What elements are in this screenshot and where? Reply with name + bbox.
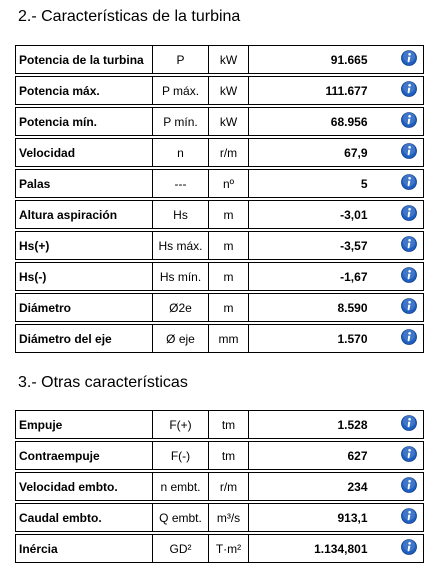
row-name: Altura aspiración <box>16 201 153 229</box>
table-row <box>16 232 424 260</box>
info-button[interactable] <box>396 201 424 229</box>
info-button[interactable] <box>396 473 424 501</box>
row-unit: m³/s <box>209 504 249 532</box>
row-symbol: Ø2e <box>153 294 209 322</box>
row-symbol: P <box>153 46 209 74</box>
row-name: Hs(-) <box>16 263 153 291</box>
row-name: Inércia <box>16 535 153 563</box>
row-unit: tm <box>209 442 249 470</box>
table-row <box>16 201 424 229</box>
info-icon[interactable] <box>401 267 417 286</box>
row-value: -1,67 <box>249 263 396 291</box>
table-row <box>16 325 424 353</box>
info-button[interactable] <box>396 77 424 105</box>
row-symbol: F(-) <box>153 442 209 470</box>
info-icon[interactable] <box>401 205 417 224</box>
section-title-other: 3.- Otras características <box>18 374 188 391</box>
row-unit: r/m <box>209 139 249 167</box>
info-icon[interactable] <box>401 508 417 527</box>
row-symbol: Q embt. <box>153 504 209 532</box>
info-button[interactable] <box>396 411 424 439</box>
table-row <box>16 442 424 470</box>
row-unit: kW <box>209 46 249 74</box>
row-name: Velocidad embto. <box>16 473 153 501</box>
info-icon[interactable] <box>401 446 417 465</box>
row-symbol: F(+) <box>153 411 209 439</box>
table-row <box>16 77 424 105</box>
info-button[interactable] <box>396 108 424 136</box>
table-row <box>16 411 424 439</box>
row-value: 913,1 <box>249 504 396 532</box>
row-unit: m <box>209 232 249 260</box>
row-name: Hs(+) <box>16 232 153 260</box>
row-symbol: --- <box>153 170 209 198</box>
row-unit: m <box>209 263 249 291</box>
row-value: 91.665 <box>249 46 396 74</box>
table-row <box>16 294 424 322</box>
row-value: 5 <box>249 170 396 198</box>
row-name: Palas <box>16 170 153 198</box>
row-name: Caudal embto. <box>16 504 153 532</box>
table-row <box>16 108 424 136</box>
info-button[interactable] <box>396 504 424 532</box>
info-icon[interactable] <box>401 539 417 558</box>
info-icon[interactable] <box>401 81 417 100</box>
row-value: -3,01 <box>249 201 396 229</box>
info-icon[interactable] <box>401 477 417 496</box>
info-icon[interactable] <box>401 174 417 193</box>
info-button[interactable] <box>396 442 424 470</box>
info-icon[interactable] <box>401 415 417 434</box>
row-symbol: Hs mín. <box>153 263 209 291</box>
row-value: 67,9 <box>249 139 396 167</box>
table-row <box>16 535 424 563</box>
row-value: -3,57 <box>249 232 396 260</box>
row-unit: kW <box>209 108 249 136</box>
row-symbol: Hs <box>153 201 209 229</box>
row-name: Diámetro del eje <box>16 325 153 353</box>
row-symbol: GD² <box>153 535 209 563</box>
row-unit: nº <box>209 170 249 198</box>
row-unit: mm <box>209 325 249 353</box>
info-icon[interactable] <box>401 50 417 69</box>
table-row <box>16 473 424 501</box>
row-name: Contraempuje <box>16 442 153 470</box>
row-value: 1.570 <box>249 325 396 353</box>
row-unit: tm <box>209 411 249 439</box>
row-unit: T·m² <box>209 535 249 563</box>
info-button[interactable] <box>396 325 424 353</box>
row-symbol: n <box>153 139 209 167</box>
info-button[interactable] <box>396 535 424 563</box>
row-value: 68.956 <box>249 108 396 136</box>
turbine-characteristics-table <box>15 45 424 353</box>
table-row <box>16 46 424 74</box>
row-unit: m <box>209 201 249 229</box>
row-value: 8.590 <box>249 294 396 322</box>
row-name: Potencia máx. <box>16 77 153 105</box>
row-name: Diámetro <box>16 294 153 322</box>
section-title-turbine: 2.- Características de la turbina <box>18 8 241 25</box>
row-value: 1.134,801 <box>249 535 396 563</box>
info-button[interactable] <box>396 170 424 198</box>
row-name: Potencia de la turbina <box>16 46 153 74</box>
info-button[interactable] <box>396 263 424 291</box>
table-row <box>16 504 424 532</box>
row-value: 111.677 <box>249 77 396 105</box>
info-icon[interactable] <box>401 112 417 131</box>
row-value: 1.528 <box>249 411 396 439</box>
info-icon[interactable] <box>401 329 417 348</box>
row-symbol: P mín. <box>153 108 209 136</box>
info-button[interactable] <box>396 294 424 322</box>
row-unit: kW <box>209 77 249 105</box>
info-icon[interactable] <box>401 298 417 317</box>
info-icon[interactable] <box>401 236 417 255</box>
other-characteristics-table <box>15 410 424 563</box>
row-symbol: P máx. <box>153 77 209 105</box>
row-symbol: Ø eje <box>153 325 209 353</box>
row-value: 627 <box>249 442 396 470</box>
info-button[interactable] <box>396 139 424 167</box>
table-row <box>16 170 424 198</box>
table-row <box>16 139 424 167</box>
row-unit: m <box>209 294 249 322</box>
info-icon[interactable] <box>401 143 417 162</box>
row-name: Velocidad <box>16 139 153 167</box>
info-button[interactable] <box>396 232 424 260</box>
row-name: Empuje <box>16 411 153 439</box>
table-row <box>16 263 424 291</box>
info-button[interactable] <box>396 46 424 74</box>
row-symbol: n embt. <box>153 473 209 501</box>
row-unit: r/m <box>209 473 249 501</box>
row-symbol: Hs máx. <box>153 232 209 260</box>
row-value: 234 <box>249 473 396 501</box>
row-name: Potencia mín. <box>16 108 153 136</box>
